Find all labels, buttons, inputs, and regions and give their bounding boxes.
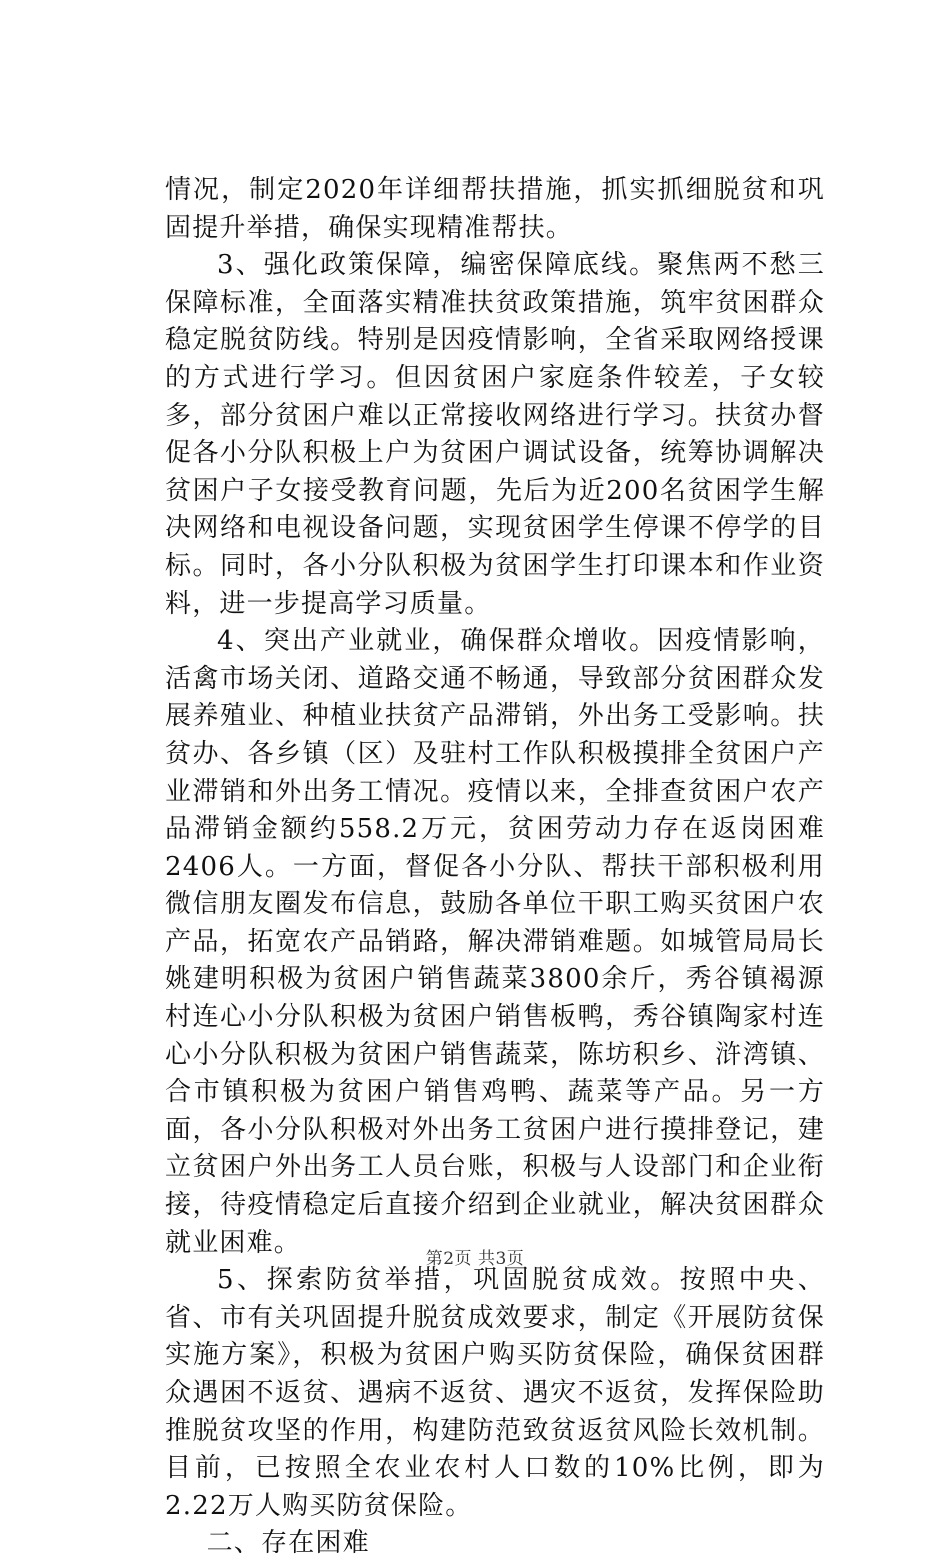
paragraph-poverty-prevention: 5、探索防贫举措，巩固脱贫成效。按照中央、省、市有关巩固提升脱贫成效要求，制定《开展防贫保实施方案》，积极为贫困户购买防贫保险，确保贫困群众遇困不返贫、遇病不返贫、遇灾不返贫，发挥保险助推脱贫攻坚的作用，构建防范致贫返贫风险长效机制。目前，已按照全农业农村人口数的10%比例，即为2.22万人购买防贫保险。 [165, 1265, 825, 1521]
page-number-footer: 第2页 共3页 [425, 1249, 525, 1269]
paragraph-policy-guarantee: 3、强化政策保障，编密保障底线。聚焦两不愁三保障标准，全面落实精准扶贫政策措施，筑牢贫困群众稳定脱贫防线。特别是因疫情影响，全省采取网络授课的方式进行学习。但因贫困户家庭条件较差，子女较多，部分贫困户难以正常接收网络进行学习。扶贫办督促各小分队积极上户为贫困户调试设备，统筹协调解决贫困户子女接受教育问题，先后为近200名贫困学生解决网络和电视设备问题，实现贫困学生停课不停学的目标。同时，各小分队积极为贫困学生打印课本和作业资料，进一步提高学习质量。 [165, 250, 825, 619]
paragraph-continuation: 情况，制定2020年详细帮扶措施，抓实抓细脱贫和巩固提升举措，确保实现精准帮扶。 [165, 175, 825, 243]
section-heading-difficulties: 二、存在困难 [206, 1528, 370, 1559]
document-body [165, 172, 825, 1563]
paragraph-industry-employment: 4、突出产业就业，确保群众增收。因疫情影响，活禽市场关闭、道路交通不畅通，导致部分贫困群众发展养殖业、种植业扶贫产品滞销，外出务工受影响。扶贫办、各乡镇（区）及驻村工作队积极摸排全贫困户产业滞销和外出务工情况。疫情以来，全排查贫困户农产品滞销金额约558.2万元，贫困劳动力存在返岗困难2406人。一方面，督促各小分队、帮扶干部积极利用微信朋友圈发布信息，鼓励各单位干职工购买贫困户农产品，拓宽农产品销路，解决滞销难题。如城管局局长姚建明积极为贫困户销售蔬菜3800余斤，秀谷镇褐源村连心小分队积极为贫困户销售板鸭，秀谷镇陶家村连心小分队积极为贫困户销售蔬菜，陈坊积乡、浒湾镇、合市镇积极为贫困户销售鸡鸭、蔬菜等产品。另一方面，各小分队积极对外出务工贫困户进行摸排登记，建立贫困户外出务工人员台账，积极与人设部门和企业衔接，待疫情稳定后直接介绍到企业就业，解决贫困群众就业困难。 [165, 626, 825, 1258]
